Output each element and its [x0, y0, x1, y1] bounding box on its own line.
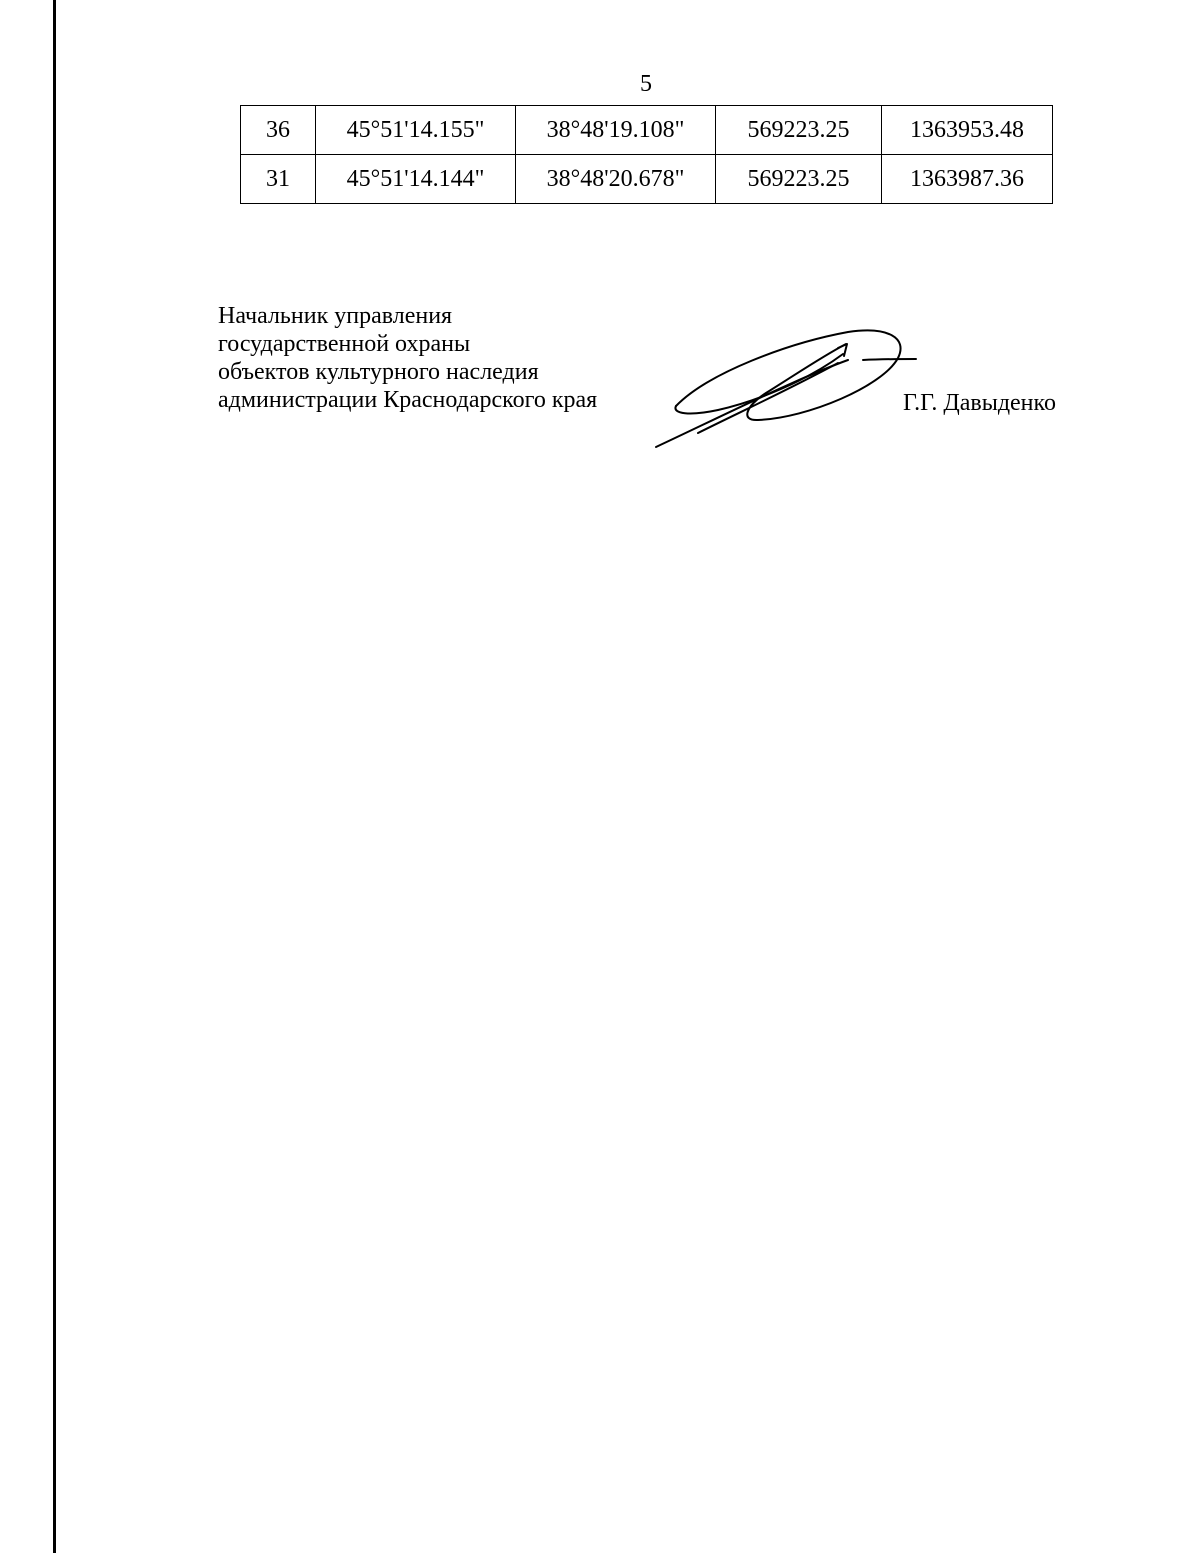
signer-position [218, 302, 597, 414]
position-line: объектов культурного наследия [218, 359, 539, 385]
position-line: государственной охраны [218, 331, 471, 357]
signer-name: Г.Г. Давыденко [903, 390, 1056, 416]
scan-left-edge [53, 0, 56, 1553]
position-line: администрации Краснодарского края [218, 387, 598, 413]
table-cell-y: 1363953.48 [882, 106, 1053, 155]
position-line: Начальник управления [218, 303, 453, 329]
table-row [241, 106, 1053, 155]
handwritten-signature [648, 318, 923, 456]
table-cell-latitude: 45°51'14.155" [316, 106, 516, 155]
coordinates-table [240, 105, 1053, 204]
table-cell-longitude: 38°48'19.108" [516, 106, 716, 155]
table-cell-y: 1363987.36 [882, 155, 1053, 204]
table-row [241, 155, 1053, 204]
table-cell-longitude: 38°48'20.678" [516, 155, 716, 204]
table-cell-x: 569223.25 [716, 106, 882, 155]
table-cell-point-number: 36 [241, 106, 316, 155]
table-cell-point-number: 31 [241, 155, 316, 204]
page-number: 5 [640, 71, 652, 97]
table-cell-latitude: 45°51'14.144" [316, 155, 516, 204]
table-cell-x: 569223.25 [716, 155, 882, 204]
